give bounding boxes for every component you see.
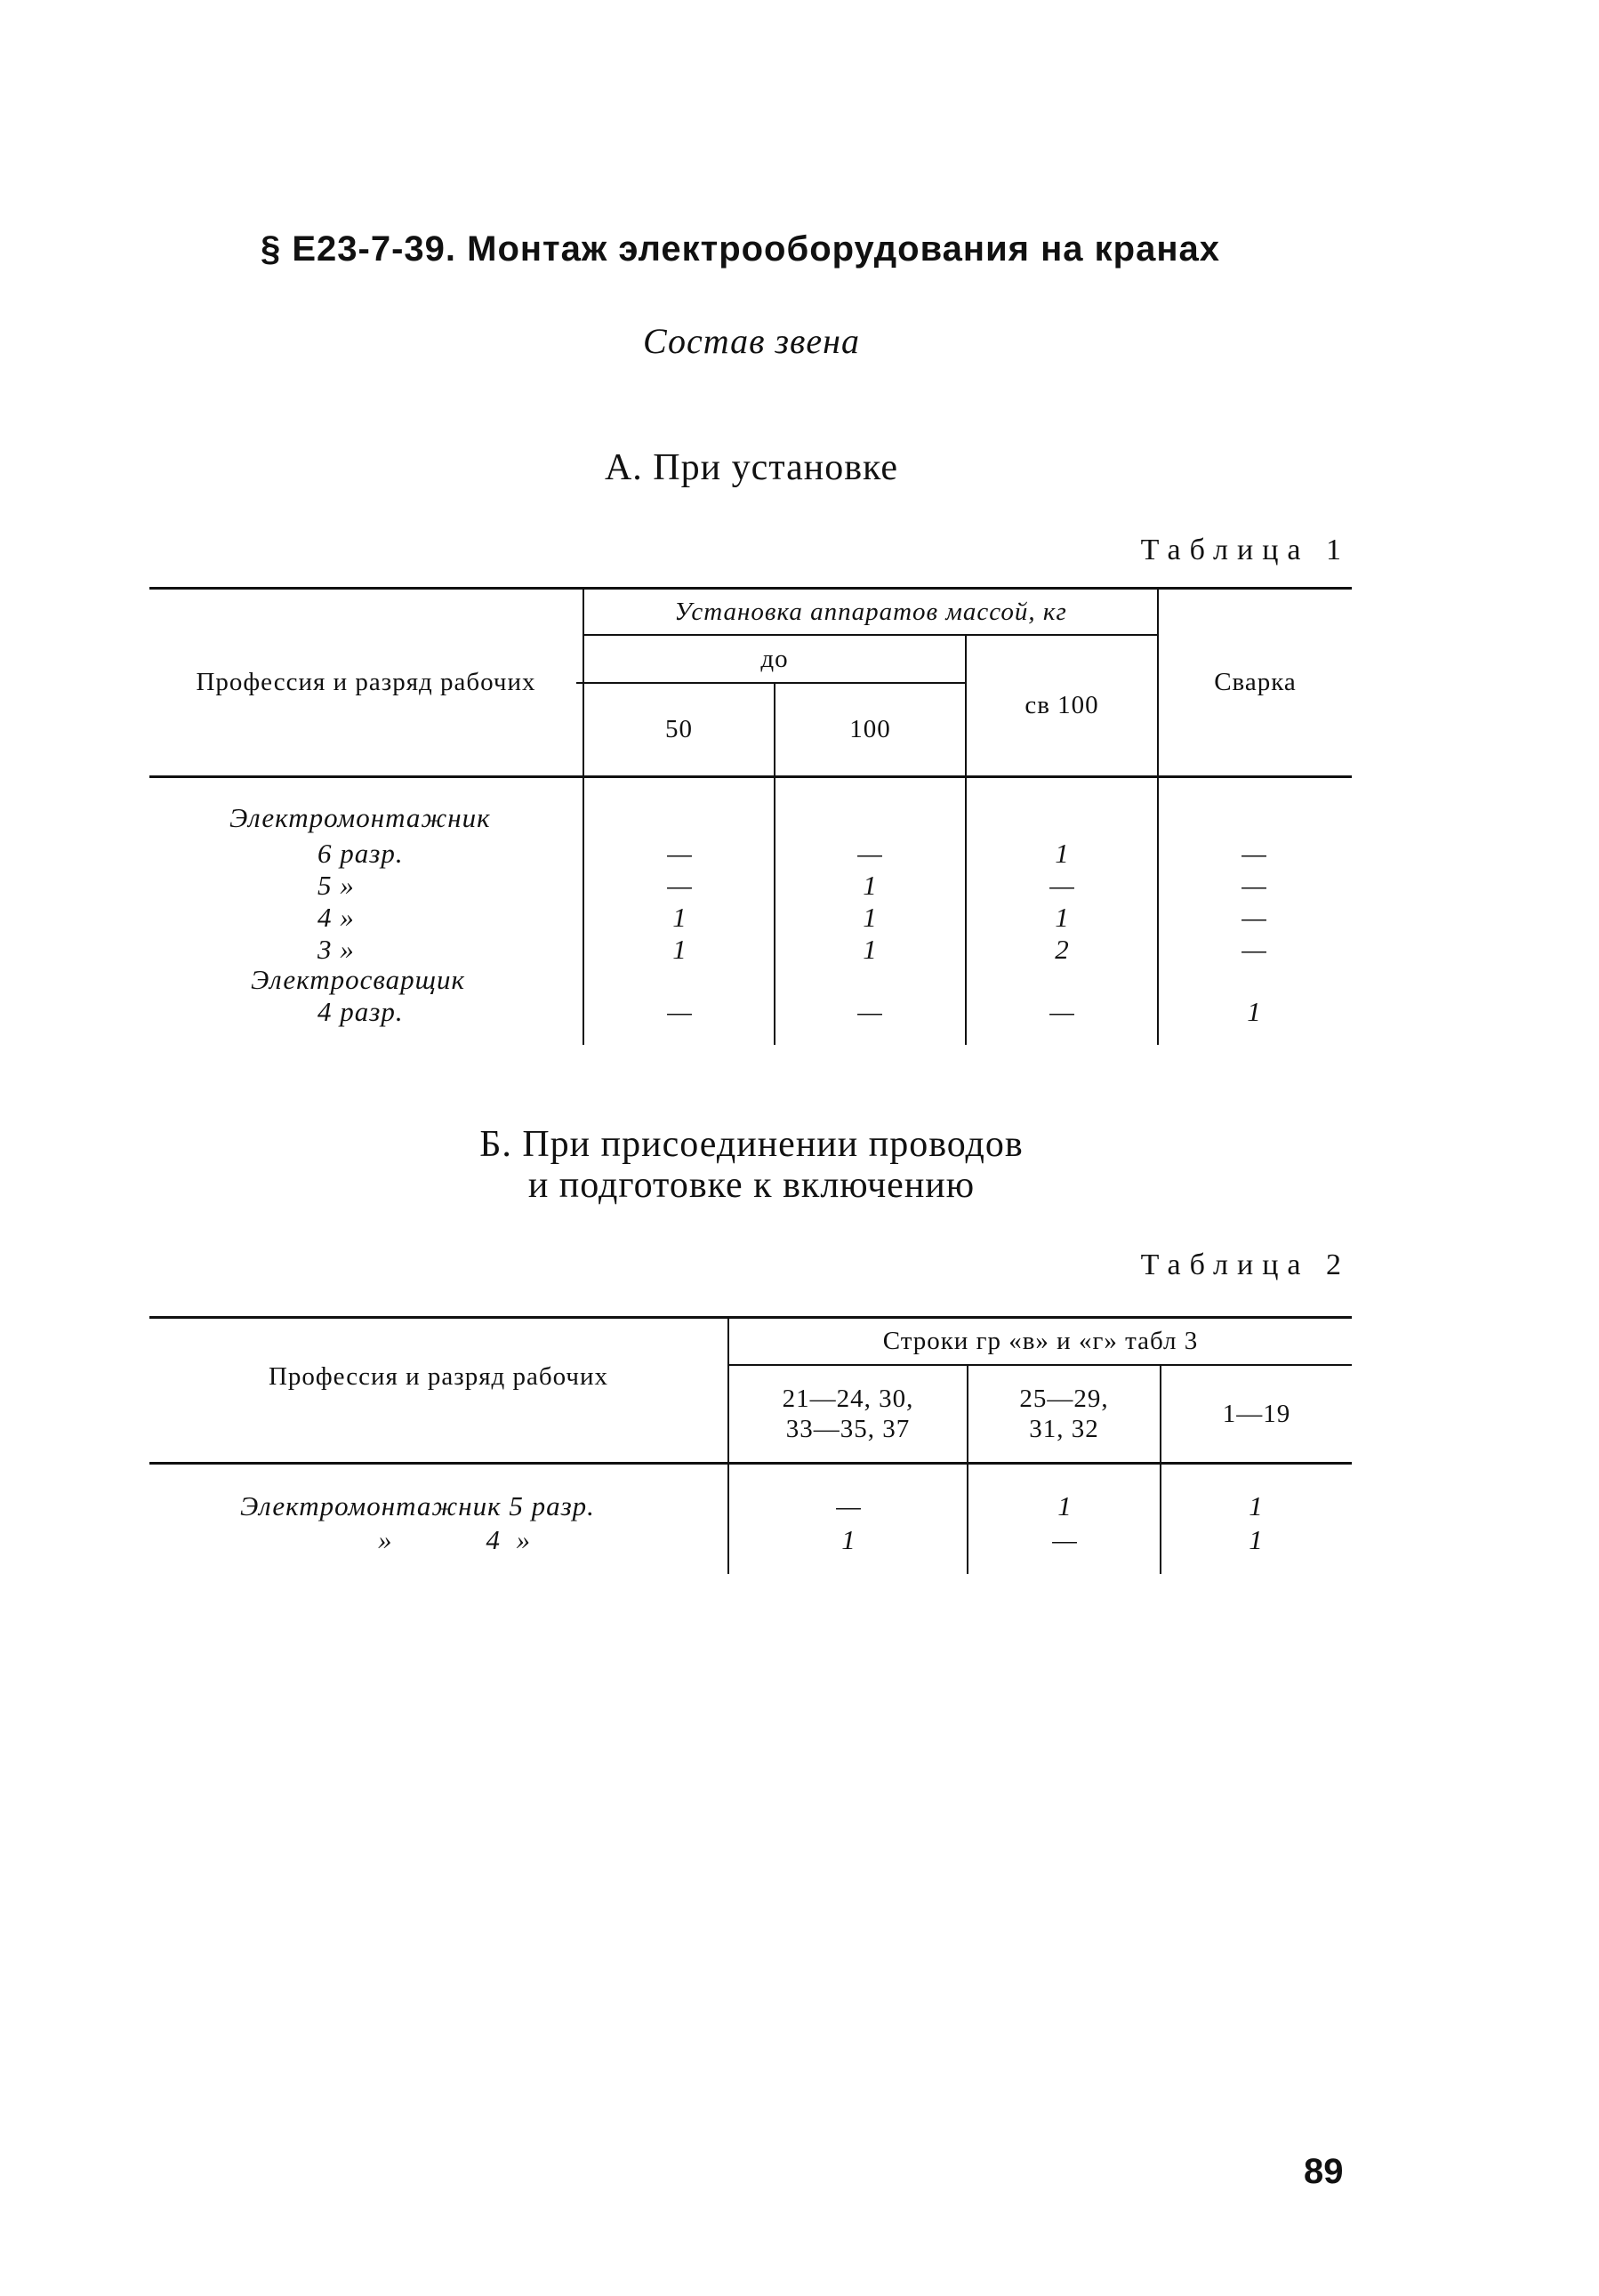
table-1-cell: — [857, 996, 882, 1027]
table-2-group-header: Строки гр «в» и «г» табл 3 [882, 1327, 1199, 1355]
subtitle: Состав звена [642, 321, 860, 361]
table-1-cell: — [1241, 838, 1266, 869]
table-1-cell: 1 [672, 902, 687, 933]
table-1-cell: — [857, 838, 882, 869]
table-1-cell: — [667, 996, 692, 1027]
table-1-cell: 1 [863, 934, 877, 965]
section-b-title-line-1: Б. При присоединении проводов [479, 1124, 1024, 1165]
table-2-cell: 1 [841, 1524, 856, 1555]
table-2-col-2-line-1: 25—29, [1019, 1385, 1109, 1413]
table-1-row-label: 5 » [317, 870, 355, 901]
table-1-cell: 1 [1247, 996, 1261, 1027]
table-1-cell: 2 [1055, 934, 1069, 965]
table-1-profession-header: Профессия и разряд рабочих [196, 668, 536, 696]
section-a-title: А. При установке [604, 447, 899, 488]
table-1-col-50-header: 50 [665, 715, 693, 743]
table-1-cell: — [667, 838, 692, 869]
table-1-cell: — [667, 870, 692, 901]
table-1-col-over100-header: св 100 [1024, 691, 1099, 719]
table-1-cell: — [1241, 902, 1266, 933]
table-1-row-label: 4 разр. [317, 996, 404, 1027]
table-2-row-label: » 4 » [378, 1524, 531, 1555]
section-b-title [0, 1124, 1503, 1206]
table-1-row-label: Электросварщик [251, 964, 466, 995]
section-b-title-line-2: и подготовке к включению [527, 1165, 976, 1206]
table-1-group-header: Установка аппаратов массой, кг [674, 597, 1067, 626]
table-2-cell: — [836, 1490, 861, 1521]
table-2-cell: 1 [1249, 1524, 1263, 1555]
table-1-cell: — [1241, 870, 1266, 901]
table-2-col-1-line-2: 33—35, 37 [785, 1415, 911, 1443]
table-1-cell: 1 [863, 902, 877, 933]
table-1-row-label: 4 » [317, 902, 355, 933]
table-1-cell: 1 [672, 934, 687, 965]
table-2-col-3-header: 1—19 [1222, 1399, 1291, 1428]
table-1-cell: — [1049, 870, 1074, 901]
table-1-welding-header: Сварка [1214, 668, 1297, 696]
table-2-header-rule [149, 1462, 1352, 1465]
table-1-label: Таблица 1 [1140, 534, 1350, 566]
table-1-header-rule [149, 775, 1352, 778]
table-1-cell: 1 [1055, 838, 1069, 869]
table-1-row-label: Электромонтажник [229, 802, 491, 833]
table-2-col-1-header [729, 1366, 967, 1462]
table-1-cell: — [1241, 934, 1266, 965]
table-1-cell: 1 [1055, 902, 1069, 933]
table-2-cell: — [1052, 1524, 1077, 1555]
table-1-col-100-header: 100 [849, 715, 891, 743]
table-1-row-label: 6 разр. [317, 838, 404, 869]
table-2-label: Таблица 2 [1140, 1248, 1350, 1281]
table-1-do-header: до [760, 644, 789, 673]
table-2-profession-header: Профессия и разряд рабочих [268, 1362, 609, 1391]
table-2-cell: 1 [1057, 1490, 1072, 1521]
table-1-row-label: 3 » [317, 934, 355, 965]
table-2-cell: 1 [1249, 1490, 1263, 1521]
table-2-row-label: Электромонтажник 5 разр. [240, 1490, 595, 1521]
table-1-cell: — [1049, 996, 1074, 1027]
section-heading: § Е23-7-39. Монтаж электрооборудования на кранах [261, 229, 1220, 269]
table-1-cell: 1 [863, 870, 877, 901]
page-number: 89 [1304, 2152, 1344, 2191]
table-2-col-1-line-1: 21—24, 30, [782, 1385, 914, 1413]
table-2-col-2-line-2: 31, 32 [1029, 1415, 1099, 1443]
table-2-col-2-header [968, 1366, 1160, 1462]
